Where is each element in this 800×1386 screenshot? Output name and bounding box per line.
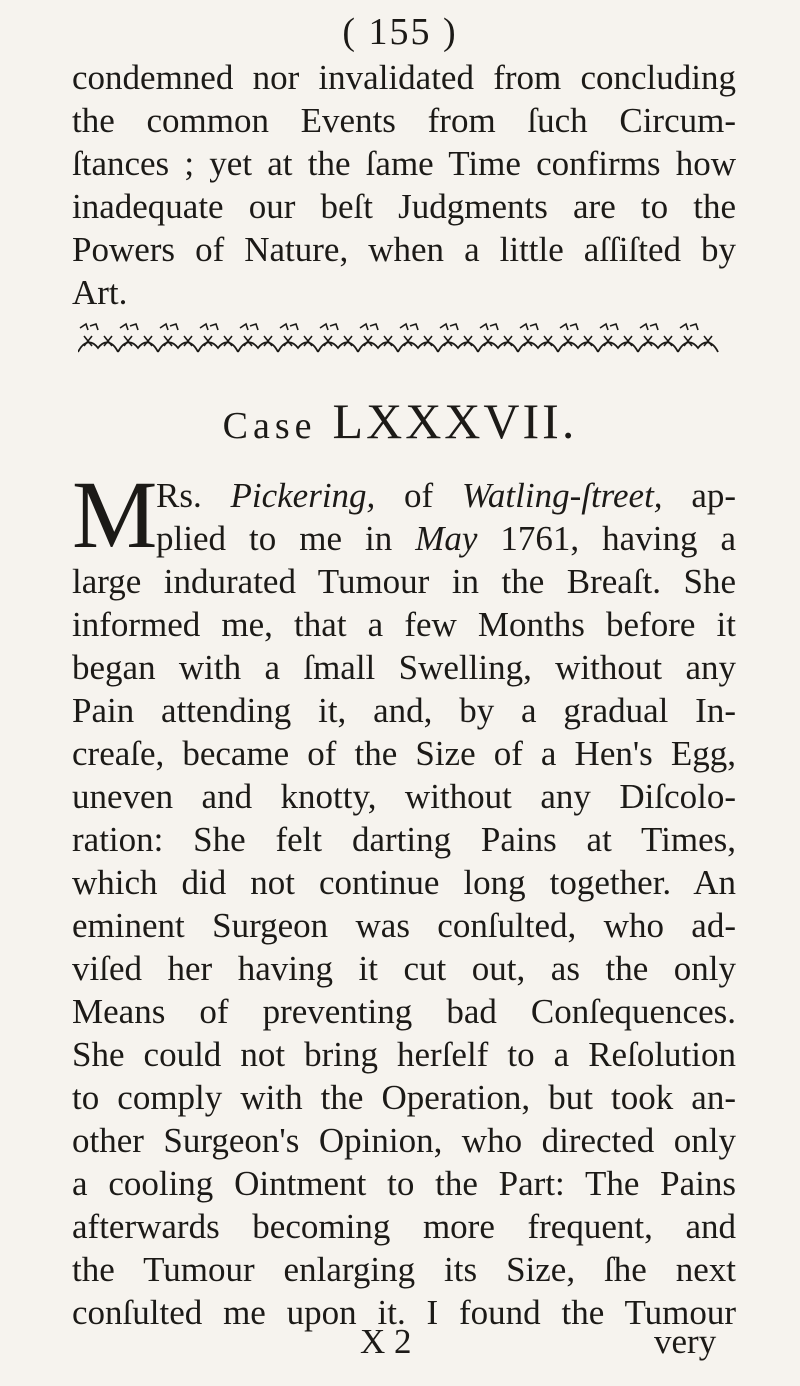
signature-mark: X 2: [360, 1322, 412, 1361]
text-line: She could not bring herſelf to a Reſolution: [72, 1035, 736, 1074]
text-line: large indurated Tumour in the Breaſt. She: [72, 562, 736, 601]
catchword: very: [654, 1322, 717, 1361]
drop-cap: M: [72, 461, 158, 568]
text-line: afterwards becoming more frequent, and: [72, 1207, 736, 1246]
text-segment: plied to me in: [156, 519, 416, 558]
text-line: other Surgeon's Opinion, who directed only: [72, 1121, 736, 1160]
case-heading: [0, 392, 800, 450]
text-line: Means of preventing bad Conſequences.: [72, 992, 736, 1031]
street-name: Watling-ſtreet,: [461, 476, 663, 515]
patient-name: Pickering,: [230, 476, 376, 515]
preceding-paragraph: [72, 56, 736, 314]
text-line: inadequate our beſt Judgments are to the: [72, 187, 736, 226]
case-paragraph: [72, 461, 737, 1334]
page-number: ( 155 ): [342, 11, 458, 53]
text-line: Pain attending it, and, by a gradual In-: [72, 691, 736, 730]
text-segment: 1761, having a: [477, 519, 736, 558]
text-line: the Tumour enlarging its Size, ſhe next: [72, 1250, 736, 1289]
month-name: May: [415, 519, 478, 558]
text-line: ration: She felt darting Pains at Times,: [72, 820, 736, 859]
text-line: viſed her having it cut out, as the only: [72, 949, 736, 988]
text-line: creaſe, became of the Size of a Hen's Egg,: [72, 734, 736, 773]
text-line: Powers of Nature, when a little aſſiſted by: [72, 230, 736, 269]
text-line: eminent Surgeon was conſulted, who ad-: [72, 906, 736, 945]
text-line: the common Events from ſuch Circum-: [72, 101, 736, 140]
text-line: Art.: [72, 273, 128, 312]
text-line: conſulted me upon it. I found the Tumour: [72, 1293, 736, 1332]
text-segment: of: [375, 476, 462, 515]
case-number: LXXXVII.: [332, 393, 578, 449]
text-line: began with a ſmall Swelling, without any: [72, 648, 736, 687]
text-line: [156, 517, 736, 560]
text-segment: ap-: [662, 476, 737, 515]
text-segment: Rs.: [156, 476, 231, 515]
text-line: ſtances ; yet at the ſame Time confirms how: [72, 144, 736, 183]
text-line: informed me, that a few Months before it: [72, 605, 736, 644]
text-line: uneven and knotty, without any Diſcolo-: [72, 777, 736, 816]
text-line: a cooling Ointment to the Part: The Pains: [72, 1164, 736, 1203]
text-line: [156, 474, 736, 517]
text-line: which did not continue long together. An: [72, 863, 736, 902]
text-line: condemned nor invalidated from concluding: [72, 58, 736, 97]
printers-ornament-icon: [78, 322, 730, 358]
case-label: Case: [222, 405, 317, 447]
text-line: to comply with the Operation, but took an-: [72, 1078, 736, 1117]
